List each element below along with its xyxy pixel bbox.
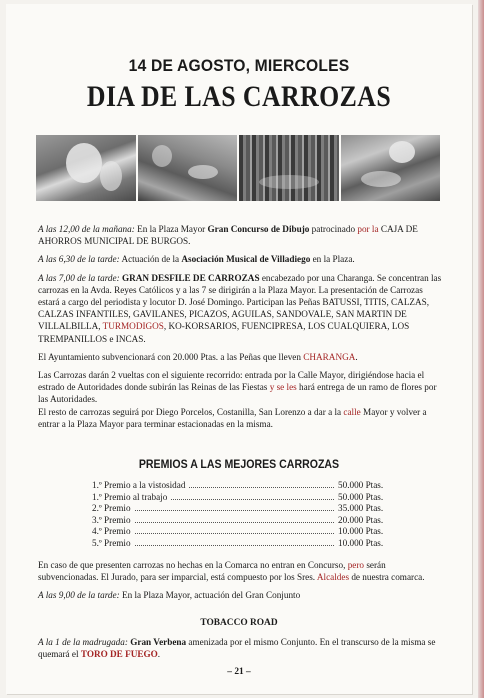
time-label: A las 6,30 de la tarde: — [38, 254, 120, 265]
dot-leader — [135, 503, 334, 511]
paragraph-subsidy: El Ayuntamiento subvencionará con 20.000 Ptas. a las Peñas que lleven CHARANGA. — [38, 351, 358, 362]
prize-amount: 35.000 Ptas. — [338, 503, 384, 514]
prize-place: 4.º Premio — [92, 526, 131, 537]
prizes-heading: PREMIOS A LAS MEJORES CARROZAS — [138, 459, 340, 471]
prize-row — [92, 526, 392, 538]
parade-photo-1 — [36, 135, 136, 201]
document-page — [6, 4, 472, 694]
prize-amount: 10.000 Ptas. — [338, 537, 384, 548]
parade-photo-3 — [239, 135, 339, 201]
prize-amount: 50.000 Ptas. — [338, 491, 384, 502]
parade-photo-2 — [138, 135, 238, 201]
dot-leader — [171, 492, 334, 500]
parade-photo-4 — [341, 135, 441, 201]
page-title: DIA DE LAS CARROZAS — [86, 80, 392, 113]
body-text-lower — [38, 559, 444, 608]
prize-amount: 50.000 Ptas. — [338, 480, 384, 490]
prize-place: 1.º Premio a la vistosidad — [92, 480, 186, 490]
prize-amount: 20.000 Ptas. — [338, 514, 384, 525]
date-heading: 14 DE AGOSTO, MIERCOLES — [128, 56, 350, 75]
paragraph-jury: En caso de que presenten carrozas no hechas en la Comarca no entran en Concurso, pero serán subvencionadas. El Jurado, para ser imparcial, está compuesto por los Sres. Alcaldes de nuestra comarca. — [38, 560, 425, 583]
prize-row — [92, 503, 392, 515]
dot-leader — [135, 538, 334, 546]
paragraph-route: Las Carrozas darán 2 vueltas con el siguiente recorrido: entrada por la Calle Mayor, dirigiéndose hacia el estrado de Autoridades donde subirán las Reinas de las Fiestas y se les hará entrega de un ramo de flores por las Autoridades. — [38, 370, 437, 405]
time-label: A las 7,00 de la tarde: — [38, 272, 120, 283]
band-name: TOBACCO ROAD — [200, 618, 278, 628]
dot-leader — [189, 480, 334, 488]
prize-list — [92, 480, 392, 550]
prize-row — [92, 480, 392, 492]
prize-row — [92, 538, 392, 550]
paragraph-music: A las 6,30 de la tarde: Actuación de la Asociación Musical de Villadiego en la Plaza. — [38, 254, 355, 265]
prize-amount: 10.000 Ptas. — [338, 526, 384, 537]
prize-row — [92, 492, 392, 504]
photo-strip — [36, 135, 440, 201]
body-text-closing — [38, 636, 444, 666]
dot-leader — [135, 526, 334, 534]
time-label: A las 12,00 de la mañana: — [38, 224, 135, 234]
body-text-upper — [38, 223, 444, 436]
prize-place: 2.º Premio — [92, 503, 131, 514]
dot-leader — [135, 515, 334, 523]
paragraph-verbena: A la 1 de la madrugada: Gran Verbena amenizada por el mismo Conjunto. En el transcurso de la misma se quemará el TORO DE FUEGO. — [38, 637, 436, 660]
page-number: – 21 – — [227, 667, 251, 677]
paragraph-route-rest: El resto de carrozas seguirá por Diego Porcelos, Costanilla, San Lorenzo a dar a la calle Mayor y volver a entrar a la Plaza Mayor para terminar estacionadas en la misma. — [38, 406, 427, 429]
time-label: A la 1 de la madrugada: — [38, 637, 128, 647]
prize-place: 5.º Premio — [92, 537, 131, 548]
prize-row — [92, 515, 392, 527]
paragraph-concert: A las 9,00 de la tarde: En la Plaza Mayor, actuación del Gran Conjunto — [38, 590, 301, 601]
prize-place: 3.º Premio — [92, 514, 131, 525]
page-edge — [478, 0, 484, 698]
paragraph-drawing-contest: A las 12,00 de la mañana: En la Plaza Mayor Gran Concurso de Dibujo patrocinado por la CAJA DE AHORROS MUNICIPAL DE BURGOS. — [38, 224, 418, 247]
prize-place: 1.º Premio al trabajo — [92, 491, 168, 502]
paragraph-parade: A las 7,00 de la tarde: GRAN DESFILE DE CARROZAS encabezado por una Charanga. Se concentran las carrozas en la Avda. Reyes Católicos y a las 7 se dirigirán a la Plaza Mayor. La presentación de Carrozas estará a cargo del periodista y locutor D. José Domingo. Participan las Peñas BATUSSI, TITIS, CALZAS, CALZAS INFANTILES, GAVILANES, PICAZOS, AGUILAS, SANDOVALE, SAN MARTIN DE VILLALBILLA, TURMODIGOS, KO-KORSARIOS, FUENCIPRESA, LOS CUALQUIERA, LOS TREMPANILLOS e INCAS. — [38, 272, 442, 344]
time-label: A las 9,00 de la tarde: — [38, 590, 120, 601]
